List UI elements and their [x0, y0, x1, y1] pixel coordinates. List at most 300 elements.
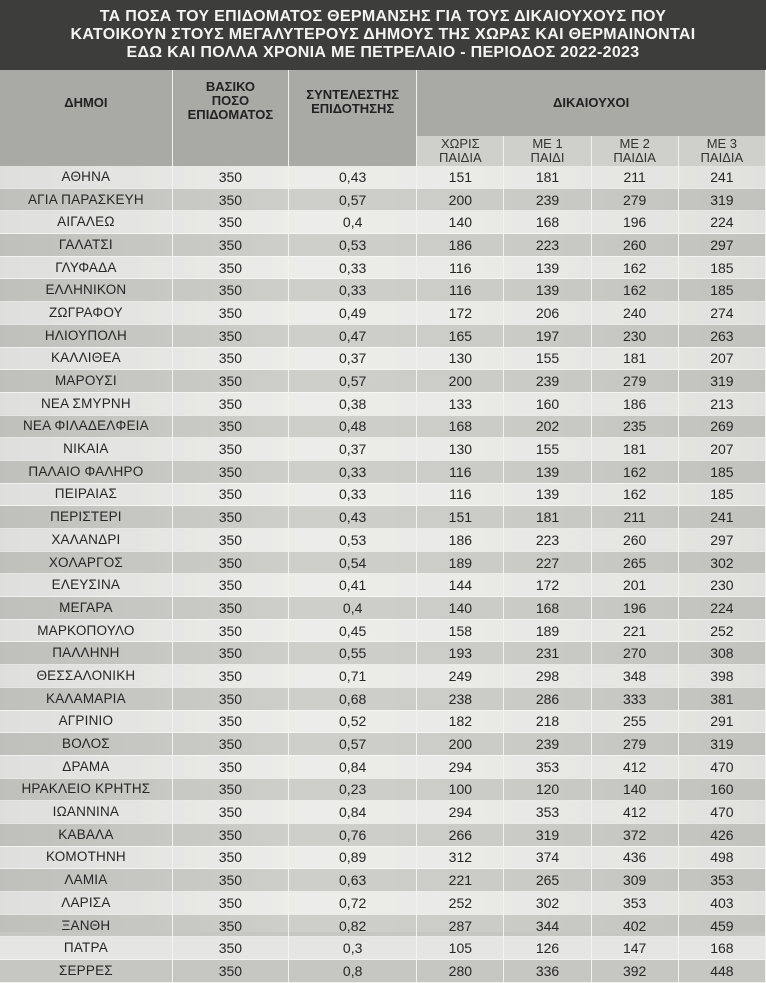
table-row	[0, 574, 766, 597]
one-child-cell: 231	[504, 642, 591, 665]
two-children-cell: 211	[591, 506, 678, 529]
three-children-cell: 319	[678, 370, 765, 393]
table-row	[0, 188, 766, 211]
base-amount-cell: 350	[172, 914, 288, 937]
one-child-cell: 298	[504, 665, 591, 688]
three-children-cell: 224	[678, 597, 765, 620]
base-amount-cell: 350	[172, 506, 288, 529]
three-children-cell: 470	[678, 755, 765, 778]
table-row	[0, 529, 766, 552]
no-children-cell: 140	[417, 597, 504, 620]
two-children-cell: 279	[591, 188, 678, 211]
sub-header-line: ΠΑΙΔΙΑ	[439, 150, 482, 165]
base-amount-cell: 350	[172, 166, 288, 188]
base-amount-cell: 350	[172, 279, 288, 302]
no-children-cell: 294	[417, 801, 504, 824]
municipality-cell: ΝΕΑ ΣΜΥΡΝΗ	[0, 392, 172, 415]
one-child-cell: 265	[504, 869, 591, 892]
no-children-cell: 193	[417, 642, 504, 665]
two-children-cell: 436	[591, 846, 678, 869]
municipality-cell: ΝΕΑ ΦΙΛΑΔΕΛΦΕΙΑ	[0, 415, 172, 438]
municipality-cell: ΖΩΓΡΑΦΟΥ	[0, 302, 172, 325]
three-children-cell: 224	[678, 211, 765, 234]
base-amount-cell: 350	[172, 188, 288, 211]
no-children-cell: 312	[417, 846, 504, 869]
header-two-children	[591, 136, 678, 166]
three-children-cell: 448	[678, 960, 765, 983]
two-children-cell: 162	[591, 483, 678, 506]
header-dikaiouxoi	[417, 70, 766, 136]
two-children-cell: 162	[591, 256, 678, 279]
base-amount-cell: 350	[172, 256, 288, 279]
coefficient-cell: 0,47	[289, 324, 417, 347]
two-children-cell: 353	[591, 892, 678, 915]
two-children-cell: 211	[591, 166, 678, 188]
base-amount-cell: 350	[172, 347, 288, 370]
three-children-cell: 207	[678, 347, 765, 370]
one-child-cell: 353	[504, 755, 591, 778]
table-row	[0, 597, 766, 620]
two-children-cell: 260	[591, 529, 678, 552]
table-row	[0, 710, 766, 733]
coefficient-cell: 0,37	[289, 438, 417, 461]
municipality-cell: ΑΙΓΑΛΕΩ	[0, 211, 172, 234]
table-row	[0, 642, 766, 665]
sub-header-line: ΠΑΙΔΙΑ	[613, 150, 656, 165]
base-amount-cell: 350	[172, 665, 288, 688]
municipality-cell: ΔΡΑΜΑ	[0, 755, 172, 778]
coefficient-cell: 0,82	[289, 914, 417, 937]
municipality-cell: ΒΟΛΟΣ	[0, 733, 172, 756]
no-children-cell: 158	[417, 619, 504, 642]
no-children-cell: 221	[417, 869, 504, 892]
two-children-cell: 196	[591, 211, 678, 234]
no-children-cell: 200	[417, 188, 504, 211]
municipality-cell: ΞΑΝΘΗ	[0, 914, 172, 937]
header-basiko-line: ΕΠΙΔΟΜΑΤΟΣ	[187, 107, 274, 122]
coefficient-cell: 0,52	[289, 710, 417, 733]
one-child-cell: 223	[504, 529, 591, 552]
one-child-cell: 206	[504, 302, 591, 325]
no-children-cell: 200	[417, 733, 504, 756]
two-children-cell: 392	[591, 960, 678, 983]
table-row	[0, 211, 766, 234]
base-amount-cell: 350	[172, 960, 288, 983]
no-children-cell: 116	[417, 256, 504, 279]
coefficient-cell: 0,45	[289, 619, 417, 642]
three-children-cell: 403	[678, 892, 765, 915]
base-amount-cell: 350	[172, 801, 288, 824]
coefficient-cell: 0,63	[289, 869, 417, 892]
table-row	[0, 801, 766, 824]
three-children-cell: 470	[678, 801, 765, 824]
coefficient-cell: 0,76	[289, 823, 417, 846]
one-child-cell: 139	[504, 460, 591, 483]
no-children-cell: 266	[417, 823, 504, 846]
municipality-cell: ΚΑΛΛΙΘΕΑ	[0, 347, 172, 370]
no-children-cell: 249	[417, 665, 504, 688]
table-row	[0, 415, 766, 438]
coefficient-cell: 0,54	[289, 551, 417, 574]
table-row	[0, 869, 766, 892]
sub-header-line: ΜΕ 3	[706, 136, 738, 151]
one-child-cell: 239	[504, 370, 591, 393]
base-amount-cell: 350	[172, 892, 288, 915]
no-children-cell: 140	[417, 211, 504, 234]
three-children-cell: 308	[678, 642, 765, 665]
two-children-cell: 348	[591, 665, 678, 688]
coefficient-cell: 0,84	[289, 801, 417, 824]
table-row	[0, 324, 766, 347]
no-children-cell: 116	[417, 460, 504, 483]
one-child-cell: 155	[504, 347, 591, 370]
no-children-cell: 151	[417, 166, 504, 188]
base-amount-cell: 350	[172, 574, 288, 597]
two-children-cell: 372	[591, 823, 678, 846]
sub-header-line: ΠΑΙΔΙ	[530, 150, 565, 165]
three-children-cell: 241	[678, 166, 765, 188]
no-children-cell: 100	[417, 778, 504, 801]
one-child-cell: 223	[504, 234, 591, 257]
two-children-cell: 162	[591, 279, 678, 302]
municipality-cell: ΓΑΛΑΤΣΙ	[0, 234, 172, 257]
table-row	[0, 392, 766, 415]
no-children-cell: 238	[417, 687, 504, 710]
two-children-cell: 140	[591, 778, 678, 801]
one-child-cell: 374	[504, 846, 591, 869]
table-row	[0, 687, 766, 710]
three-children-cell: 263	[678, 324, 765, 347]
header-no-children	[417, 136, 504, 166]
no-children-cell: 186	[417, 234, 504, 257]
table-row	[0, 347, 766, 370]
three-children-cell: 269	[678, 415, 765, 438]
no-children-cell: 133	[417, 392, 504, 415]
three-children-cell: 252	[678, 619, 765, 642]
one-child-cell: 319	[504, 823, 591, 846]
three-children-cell: 498	[678, 846, 765, 869]
three-children-cell: 185	[678, 256, 765, 279]
two-children-cell: 186	[591, 392, 678, 415]
three-children-cell: 185	[678, 483, 765, 506]
base-amount-cell: 350	[172, 370, 288, 393]
one-child-cell: 302	[504, 892, 591, 915]
coefficient-cell: 0,8	[289, 960, 417, 983]
heating-allowance-table	[0, 70, 766, 983]
base-amount-cell: 350	[172, 324, 288, 347]
coefficient-cell: 0,53	[289, 529, 417, 552]
municipality-cell: ΛΑΡΙΣΑ	[0, 892, 172, 915]
table-row	[0, 892, 766, 915]
three-children-cell: 274	[678, 302, 765, 325]
sub-header-line: ΠΑΙΔΙΑ	[700, 150, 744, 165]
table-row	[0, 256, 766, 279]
coefficient-cell: 0,33	[289, 483, 417, 506]
coefficient-cell: 0,3	[289, 937, 417, 960]
coefficient-cell: 0,71	[289, 665, 417, 688]
one-child-cell: 181	[504, 166, 591, 188]
header-basiko	[172, 70, 288, 166]
table-row	[0, 370, 766, 393]
sub-header-line: ΜΕ 1	[532, 136, 563, 151]
one-child-cell: 286	[504, 687, 591, 710]
municipality-cell: ΠΑΛΛΗΝΗ	[0, 642, 172, 665]
no-children-cell: 151	[417, 506, 504, 529]
base-amount-cell: 350	[172, 687, 288, 710]
coefficient-cell: 0,55	[289, 642, 417, 665]
table-row	[0, 302, 766, 325]
two-children-cell: 270	[591, 642, 678, 665]
one-child-cell: 227	[504, 551, 591, 574]
one-child-cell: 168	[504, 211, 591, 234]
sub-header-line: ΜΕ 2	[619, 136, 650, 151]
coefficient-cell: 0,4	[289, 597, 417, 620]
two-children-cell: 279	[591, 733, 678, 756]
municipality-cell: ΕΛΕΥΣΙΝΑ	[0, 574, 172, 597]
three-children-cell: 291	[678, 710, 765, 733]
two-children-cell: 230	[591, 324, 678, 347]
no-children-cell: 172	[417, 302, 504, 325]
coefficient-cell: 0,89	[289, 846, 417, 869]
three-children-cell: 353	[678, 869, 765, 892]
base-amount-cell: 350	[172, 234, 288, 257]
two-children-cell: 240	[591, 302, 678, 325]
no-children-cell: 144	[417, 574, 504, 597]
table-row	[0, 755, 766, 778]
no-children-cell: 280	[417, 960, 504, 983]
table-row	[0, 279, 766, 302]
header-three-children	[678, 136, 765, 166]
no-children-cell: 182	[417, 710, 504, 733]
three-children-cell: 426	[678, 823, 765, 846]
header-syntelestis-line: ΕΠΙΔΟΤΗΣΗΣ	[311, 101, 395, 116]
coefficient-cell: 0,53	[289, 234, 417, 257]
three-children-cell: 230	[678, 574, 765, 597]
table-row	[0, 846, 766, 869]
table-row	[0, 483, 766, 506]
no-children-cell: 186	[417, 529, 504, 552]
municipality-cell: ΘΕΣΣΑΛΟΝΙΚΗ	[0, 665, 172, 688]
coefficient-cell: 0,4	[289, 211, 417, 234]
municipality-cell: ΑΓΙΑ ΠΑΡΑΣΚΕΥΗ	[0, 188, 172, 211]
three-children-cell: 319	[678, 733, 765, 756]
header-syntelestis	[289, 70, 417, 166]
one-child-cell: 239	[504, 188, 591, 211]
municipality-cell: ΛΑΜΙΑ	[0, 869, 172, 892]
three-children-cell: 302	[678, 551, 765, 574]
table-row	[0, 166, 766, 188]
municipality-cell: ΝΙΚΑΙΑ	[0, 438, 172, 461]
header-dimoi	[0, 70, 172, 166]
three-children-cell: 207	[678, 438, 765, 461]
two-children-cell: 235	[591, 415, 678, 438]
three-children-cell: 398	[678, 665, 765, 688]
base-amount-cell: 350	[172, 937, 288, 960]
one-child-cell: 336	[504, 960, 591, 983]
header-dimoi-label: ΔΗΜΟΙ	[64, 95, 108, 110]
coefficient-cell: 0,68	[289, 687, 417, 710]
base-amount-cell: 350	[172, 211, 288, 234]
coefficient-cell: 0,72	[289, 892, 417, 915]
no-children-cell: 130	[417, 347, 504, 370]
one-child-cell: 218	[504, 710, 591, 733]
one-child-cell: 344	[504, 914, 591, 937]
one-child-cell: 168	[504, 597, 591, 620]
municipality-cell: ΜΕΓΑΡΑ	[0, 597, 172, 620]
header-basiko-line: ΒΑΣΙΚΟ	[205, 79, 255, 94]
municipality-cell: ΙΩΑΝΝΙΝΑ	[0, 801, 172, 824]
base-amount-cell: 350	[172, 778, 288, 801]
one-child-cell: 155	[504, 438, 591, 461]
no-children-cell: 165	[417, 324, 504, 347]
table-row	[0, 960, 766, 983]
coefficient-cell: 0,23	[289, 778, 417, 801]
no-children-cell: 252	[417, 892, 504, 915]
three-children-cell: 241	[678, 506, 765, 529]
table-row	[0, 823, 766, 846]
no-children-cell: 168	[417, 415, 504, 438]
two-children-cell: 402	[591, 914, 678, 937]
two-children-cell: 196	[591, 597, 678, 620]
header-basiko-line: ΠΟΣΟ	[211, 93, 250, 108]
municipality-cell: ΚΟΜΟΤΗΝΗ	[0, 846, 172, 869]
municipality-cell: ΧΑΛΑΝΔΡΙ	[0, 529, 172, 552]
title-line-1: ΤΑ ΠΟΣΑ ΤΟΥ ΕΠΙΔΟΜΑΤΟΣ ΘΕΡΜΑΝΣΗΣ ΓΙΑ ΤΟΥΣ ΔΙΚΑΙΟΥΧΟΥΣ ΠΟΥ	[99, 8, 667, 25]
coefficient-cell: 0,57	[289, 733, 417, 756]
one-child-cell: 160	[504, 392, 591, 415]
one-child-cell: 139	[504, 279, 591, 302]
two-children-cell: 265	[591, 551, 678, 574]
title-line-2: ΚΑΤΟΙΚΟΥΝ ΣΤΟΥΣ ΜΕΓΑΛΥΤΕΡΟΥΣ ΔΗΜΟΥΣ ΤΗΣ ΧΩΡΑΣ ΚΑΙ ΘΕΡΜΑΙΝΟΝΤΑΙ	[70, 26, 696, 43]
table-row	[0, 438, 766, 461]
municipality-cell: ΜΑΡΚΟΠΟΥΛΟ	[0, 619, 172, 642]
three-children-cell: 319	[678, 188, 765, 211]
header-one-child	[504, 136, 591, 166]
municipality-cell: ΗΛΙΟΥΠΟΛΗ	[0, 324, 172, 347]
sub-header-line: ΧΩΡΙΣ	[440, 136, 480, 151]
coefficient-cell: 0,57	[289, 188, 417, 211]
coefficient-cell: 0,37	[289, 347, 417, 370]
base-amount-cell: 350	[172, 869, 288, 892]
one-child-cell: 353	[504, 801, 591, 824]
header-dikaiouxoi-label: ΔΙΚΑΙΟΥΧΟΙ	[553, 95, 630, 110]
two-children-cell: 147	[591, 937, 678, 960]
one-child-cell: 202	[504, 415, 591, 438]
one-child-cell: 172	[504, 574, 591, 597]
one-child-cell: 239	[504, 733, 591, 756]
three-children-cell: 185	[678, 460, 765, 483]
title-line-3: ΕΔΩ ΚΑΙ ΠΟΛΛΑ ΧΡΟΝΙΑ ΜΕ ΠΕΤΡΕΛΑΙΟ - ΠΕΡΙΟΔΟΣ 2022-2023	[126, 44, 640, 61]
three-children-cell: 459	[678, 914, 765, 937]
header-syntelestis-line: ΣΥΝΤΕΛΕΣΤΗΣ	[306, 87, 400, 102]
one-child-cell: 181	[504, 506, 591, 529]
base-amount-cell: 350	[172, 302, 288, 325]
municipality-cell: ΜΑΡΟΥΣΙ	[0, 370, 172, 393]
base-amount-cell: 350	[172, 597, 288, 620]
two-children-cell: 309	[591, 869, 678, 892]
coefficient-cell: 0,33	[289, 460, 417, 483]
base-amount-cell: 350	[172, 733, 288, 756]
municipality-cell: ΠΕΙΡΑΙΑΣ	[0, 483, 172, 506]
coefficient-cell: 0,41	[289, 574, 417, 597]
base-amount-cell: 350	[172, 755, 288, 778]
table-body	[0, 166, 766, 982]
no-children-cell: 287	[417, 914, 504, 937]
table-row	[0, 733, 766, 756]
base-amount-cell: 350	[172, 710, 288, 733]
no-children-cell: 294	[417, 755, 504, 778]
base-amount-cell: 350	[172, 846, 288, 869]
one-child-cell: 126	[504, 937, 591, 960]
municipality-cell: ΕΛΛΗΝΙΚΟΝ	[0, 279, 172, 302]
three-children-cell: 213	[678, 392, 765, 415]
municipality-cell: ΚΑΒΑΛΑ	[0, 823, 172, 846]
one-child-cell: 197	[504, 324, 591, 347]
no-children-cell: 189	[417, 551, 504, 574]
table-row	[0, 234, 766, 257]
two-children-cell: 201	[591, 574, 678, 597]
base-amount-cell: 350	[172, 460, 288, 483]
two-children-cell: 333	[591, 687, 678, 710]
no-children-cell: 116	[417, 483, 504, 506]
three-children-cell: 381	[678, 687, 765, 710]
one-child-cell: 189	[504, 619, 591, 642]
two-children-cell: 255	[591, 710, 678, 733]
municipality-cell: ΗΡΑΚΛΕΙΟ ΚΡΗΤΗΣ	[0, 778, 172, 801]
base-amount-cell: 350	[172, 551, 288, 574]
base-amount-cell: 350	[172, 823, 288, 846]
table-row	[0, 937, 766, 960]
one-child-cell: 120	[504, 778, 591, 801]
two-children-cell: 181	[591, 438, 678, 461]
base-amount-cell: 350	[172, 483, 288, 506]
no-children-cell: 200	[417, 370, 504, 393]
table-row	[0, 460, 766, 483]
table-row	[0, 778, 766, 801]
three-children-cell: 297	[678, 529, 765, 552]
one-child-cell: 139	[504, 483, 591, 506]
coefficient-cell: 0,49	[289, 302, 417, 325]
municipality-cell: ΑΓΡΙΝΙΟ	[0, 710, 172, 733]
one-child-cell: 139	[504, 256, 591, 279]
two-children-cell: 221	[591, 619, 678, 642]
base-amount-cell: 350	[172, 619, 288, 642]
base-amount-cell: 350	[172, 529, 288, 552]
municipality-cell: ΚΑΛΑΜΑΡΙΑ	[0, 687, 172, 710]
no-children-cell: 130	[417, 438, 504, 461]
two-children-cell: 260	[591, 234, 678, 257]
table-title	[0, 0, 766, 70]
three-children-cell: 185	[678, 279, 765, 302]
municipality-cell: ΧΟΛΑΡΓΟΣ	[0, 551, 172, 574]
two-children-cell: 162	[591, 460, 678, 483]
table-row	[0, 506, 766, 529]
coefficient-cell: 0,38	[289, 392, 417, 415]
municipality-cell: ΓΛΥΦΑΔΑ	[0, 256, 172, 279]
table-row	[0, 619, 766, 642]
coefficient-cell: 0,84	[289, 755, 417, 778]
municipality-cell: ΠΕΡΙΣΤΕΡΙ	[0, 506, 172, 529]
table-row	[0, 665, 766, 688]
base-amount-cell: 350	[172, 642, 288, 665]
municipality-cell: ΑΘΗΝΑ	[0, 166, 172, 188]
no-children-cell: 116	[417, 279, 504, 302]
municipality-cell: ΠΑΛΑΙΟ ΦΑΛΗΡΟ	[0, 460, 172, 483]
coefficient-cell: 0,48	[289, 415, 417, 438]
two-children-cell: 181	[591, 347, 678, 370]
three-children-cell: 160	[678, 778, 765, 801]
two-children-cell: 412	[591, 801, 678, 824]
